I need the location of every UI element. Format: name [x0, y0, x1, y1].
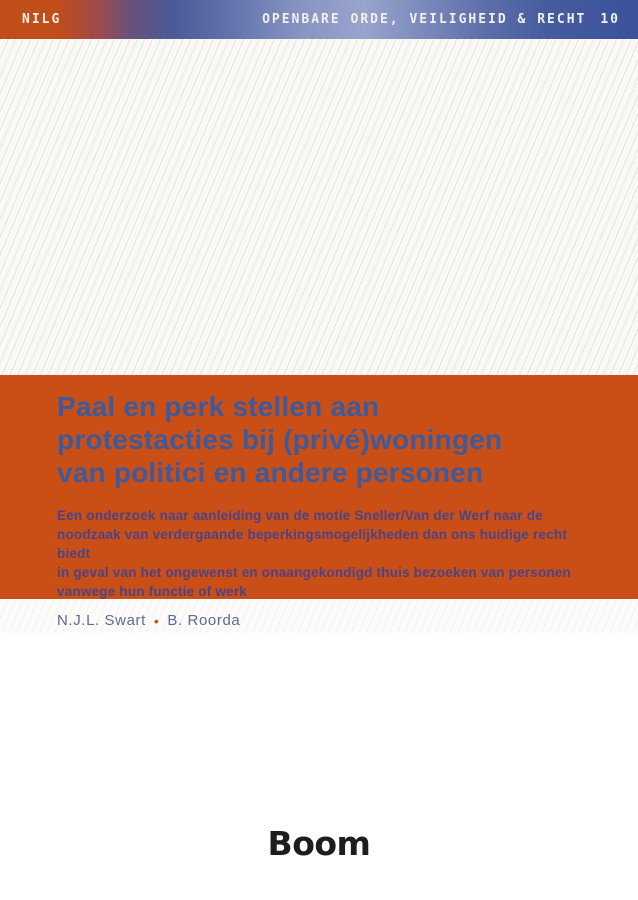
publisher-logo: Boom [267, 824, 371, 863]
book-subtitle-line-1: Een onderzoek naar aanleiding van de motie Sneller/Van der Werf naar de [57, 508, 543, 523]
paper-texture-area [0, 39, 638, 375]
book-title-line-3: van politici en andere personen [57, 457, 484, 488]
series-group [262, 12, 620, 27]
series-topbar [0, 0, 638, 39]
authors-line [57, 612, 240, 629]
imprint-label: NILG [22, 12, 62, 27]
series-topbar-content [0, 0, 638, 39]
author-name-2: B. Roorda [167, 612, 241, 629]
book-title-line-2: protestacties bij (privé)woningen [57, 424, 503, 455]
series-title: OPENBARE ORDE, VEILIGHEID & RECHT [262, 12, 587, 27]
book-title [57, 390, 597, 489]
book-subtitle-line-2: noodzaak van verdergaande beperkingsmogelijkheden dan ons huidige recht biedt [57, 527, 568, 561]
author-name-1: N.J.L. Swart [57, 612, 146, 629]
book-title-line-1: Paal en perk stellen aan [57, 391, 380, 422]
book-subtitle-line-3: in geval van het ongewenst en onaangekondigd thuis bezoeken van personen [57, 565, 571, 580]
book-subtitle-line-4: vanwege hun functie of werk [57, 584, 247, 599]
series-number: 10 [600, 12, 620, 27]
book-subtitle [57, 506, 597, 601]
title-band [0, 375, 638, 599]
author-bullet-separator: • [153, 612, 160, 629]
